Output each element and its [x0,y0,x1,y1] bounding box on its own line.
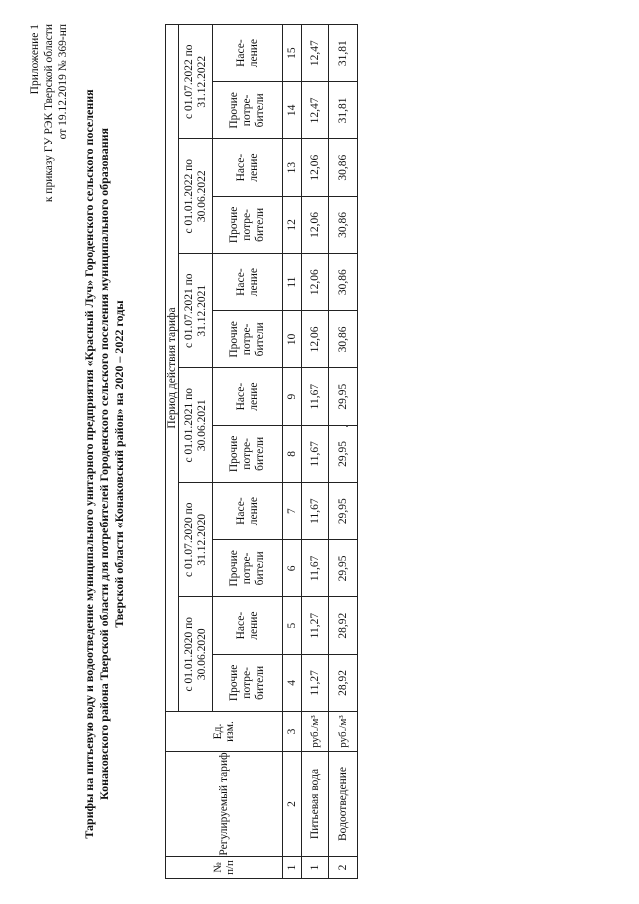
sub-other: Прочие потре- бители [213,540,283,597]
value-cell: 12,06 [302,311,329,368]
scan-speck [346,425,348,427]
sub-pop: Насе- ление [213,483,283,540]
sub-other: Прочие потре- бители [213,82,283,139]
header-unit: Ед. изм. [166,712,283,752]
header-tariff: Регулируемый тариф [166,752,283,857]
table-row [302,25,329,879]
header-num: № п/п [166,857,283,879]
value-cell: 11,27 [302,654,329,711]
col-number: 7 [283,483,302,540]
col-number: 1 [283,857,302,879]
value-cell: 29,95 [329,483,358,540]
col-number: 9 [283,368,302,425]
appendix-line-3: от 19.12.2019 № 369-нп [57,24,69,140]
row-unit: руб./м³ [329,712,358,752]
value-cell: 29,95 [329,540,358,597]
value-cell: 30,86 [329,196,358,253]
sub-other: Прочие потре- бители [213,311,283,368]
value-cell: 30,86 [329,311,358,368]
row-name: Водоотведение [329,752,358,857]
sub-other: Прочие потре- бители [213,196,283,253]
period-3: с 01.01.2021 по 30.06.2021 [179,368,213,483]
value-cell: 11,67 [302,483,329,540]
sub-pop: Насе- ление [213,368,283,425]
col-number: 6 [283,540,302,597]
value-cell: 31,81 [329,82,358,139]
table-row [329,25,358,879]
appendix-line-1: Приложение 1 [29,24,41,95]
row-num: 2 [329,857,358,879]
col-number: 12 [283,196,302,253]
sub-pop: Насе- ление [213,139,283,196]
row-name: Питьевая вода [302,752,329,857]
value-cell: 28,92 [329,597,358,654]
sub-pop: Насе- ление [213,597,283,654]
value-cell: 12,47 [302,82,329,139]
value-cell: 29,95 [329,425,358,482]
sub-other: Прочие потре- бители [213,654,283,711]
col-number: 3 [283,712,302,752]
period-1: с 01.01.2020 по 30.06.2020 [179,597,213,712]
value-cell: 11,27 [302,597,329,654]
sub-other: Прочие потре- бители [213,425,283,482]
col-number: 2 [283,752,302,857]
appendix-line-2: к приказу ГУ РЭК Тверской области [43,24,55,203]
value-cell: 12,47 [302,25,329,82]
appendix-note [28,24,70,204]
period-5: с 01.01.2022 по 30.06.2022 [179,139,213,254]
value-cell: 12,06 [302,254,329,311]
col-number: 14 [283,82,302,139]
header-period: Период действия тарифа [166,25,179,712]
col-number: 10 [283,311,302,368]
col-number: 8 [283,425,302,482]
period-4: с 01.07.2021 по 31.12.2021 [179,254,213,369]
value-cell: 31,81 [329,25,358,82]
tariff-table [165,24,358,879]
value-cell: 11,67 [302,540,329,597]
value-cell: 11,67 [302,425,329,482]
value-cell: 11,67 [302,368,329,425]
value-cell: 30,86 [329,139,358,196]
row-unit: руб./м³ [302,712,329,752]
col-number: 5 [283,597,302,654]
document-title [82,64,127,864]
row-num: 1 [302,857,329,879]
col-number: 4 [283,654,302,711]
value-cell: 28,92 [329,654,358,711]
title-line-1: Тарифы на питьевую воду и водоотведение муниципального унитарного предприятия «Красный Луч» Городенского сельского поселения [82,89,96,839]
title-line-2: Конаковского района Тверской области для потребителей Городенского сельского поселения муниципального образования [97,127,111,801]
period-2: с 01.07.2020 по 31.12.2020 [179,483,213,598]
sub-pop: Насе- ление [213,25,283,82]
value-cell: 12,06 [302,196,329,253]
value-cell: 30,86 [329,254,358,311]
col-number: 13 [283,139,302,196]
value-cell: 29,95 [329,368,358,425]
sub-pop: Насе- ление [213,254,283,311]
period-6: с 01.07.2022 по 31.12.2022 [179,25,213,140]
title-line-3: Тверской области «Конаковский район» на 2020 – 2022 годы [112,300,126,628]
col-number: 15 [283,25,302,82]
col-number: 11 [283,254,302,311]
value-cell: 12,06 [302,139,329,196]
